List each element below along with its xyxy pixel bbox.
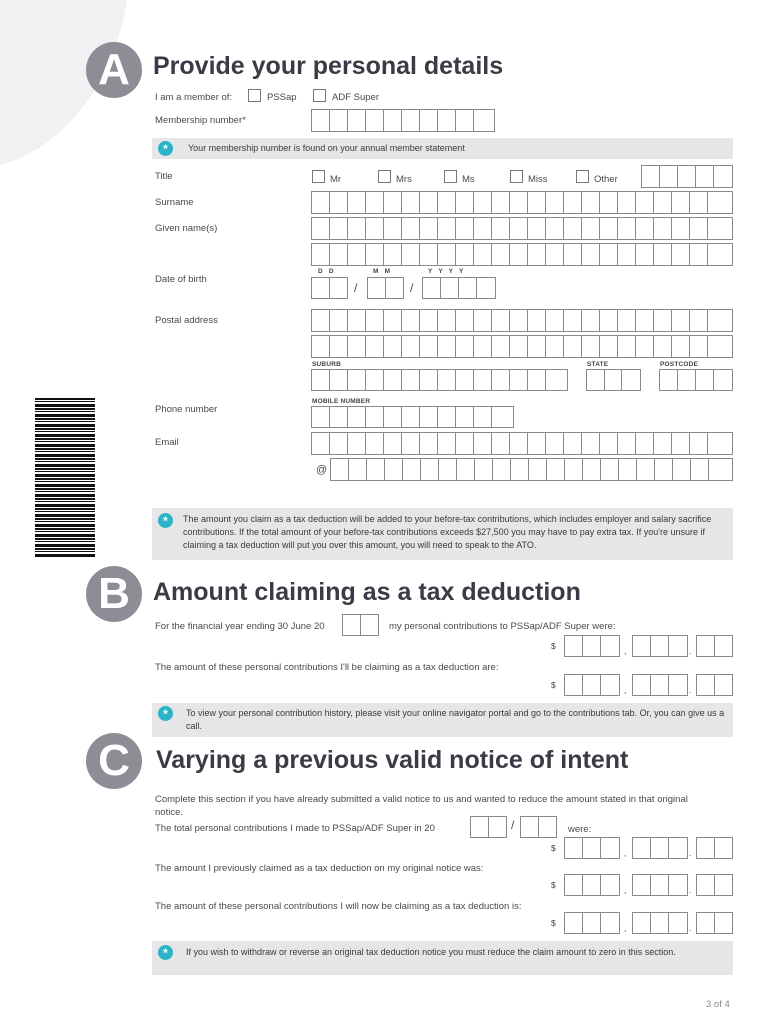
tax-deduction-note bbox=[152, 508, 733, 560]
title-mr-checkbox[interactable] bbox=[312, 170, 325, 183]
decimal-separator: . bbox=[689, 885, 692, 895]
state-label: STATE bbox=[587, 361, 609, 368]
fy-year-field[interactable] bbox=[342, 614, 379, 636]
dob-day-hint: D D bbox=[318, 268, 334, 275]
c-year-from-field[interactable] bbox=[470, 816, 507, 838]
postcode-label: POSTCODE bbox=[660, 361, 699, 368]
b-claim-units-field[interactable] bbox=[632, 674, 688, 696]
dollar-sign: $ bbox=[551, 680, 556, 690]
postal-address-field-1[interactable] bbox=[311, 309, 733, 332]
dob-day-field[interactable] bbox=[311, 277, 348, 299]
contribution-history-note-text: To view your personal contribution history, please visit your online navigator portal and go to the contributions tab. Or, you can give us a call. bbox=[186, 708, 725, 731]
postcode-field[interactable] bbox=[659, 369, 733, 391]
dollar-sign: $ bbox=[551, 880, 556, 890]
given-names-label: Given name(s) bbox=[155, 223, 218, 234]
given-names-field-2[interactable] bbox=[311, 243, 733, 266]
dollar-sign: $ bbox=[551, 843, 556, 853]
phone-number-label: Phone number bbox=[155, 404, 218, 415]
given-names-field-1[interactable] bbox=[311, 217, 733, 240]
dollar-sign: $ bbox=[551, 641, 556, 651]
were-label: were: bbox=[568, 824, 592, 835]
b-contrib-units-field[interactable] bbox=[632, 635, 688, 657]
title-other-checkbox[interactable] bbox=[576, 170, 589, 183]
b-claim-cents-field[interactable] bbox=[696, 674, 733, 696]
suburb-label: SUBURB bbox=[312, 361, 342, 368]
comma-separator: , bbox=[624, 885, 627, 895]
barcode bbox=[35, 398, 95, 558]
b-contrib-cents-field[interactable] bbox=[696, 635, 733, 657]
suburb-field[interactable] bbox=[311, 369, 568, 391]
title-miss-label: Miss bbox=[528, 174, 548, 185]
title-miss-checkbox[interactable] bbox=[510, 170, 523, 183]
email-label: Email bbox=[155, 437, 179, 448]
pssap-label: PSSap bbox=[267, 92, 297, 103]
new-claim-label: The amount of these personal contributions I will now be claiming as a tax deduction is: bbox=[155, 901, 522, 912]
asterisk-icon: * bbox=[158, 706, 173, 721]
membership-note bbox=[152, 138, 733, 159]
dollar-sign: $ bbox=[551, 918, 556, 928]
title-other-field[interactable] bbox=[641, 165, 733, 188]
email-at-symbol: @ bbox=[316, 464, 328, 476]
b-claim-thousands-field[interactable] bbox=[564, 674, 620, 696]
phone-number-field[interactable] bbox=[311, 406, 514, 428]
section-a-title: Provide your personal details bbox=[153, 52, 504, 80]
dob-label: Date of birth bbox=[155, 274, 207, 285]
surname-field[interactable] bbox=[311, 191, 733, 214]
dob-month-field[interactable] bbox=[367, 277, 404, 299]
withdraw-notice-note bbox=[152, 941, 733, 975]
page-number: 3 of 4 bbox=[706, 999, 730, 1010]
c-total-cents-field[interactable] bbox=[696, 837, 733, 859]
section-b-badge: B bbox=[86, 566, 142, 622]
surname-label: Surname bbox=[155, 197, 194, 208]
membership-number-label: Membership number* bbox=[155, 115, 246, 126]
pssap-checkbox[interactable] bbox=[248, 89, 261, 102]
decimal-separator: . bbox=[689, 646, 692, 656]
adf-super-checkbox[interactable] bbox=[313, 89, 326, 102]
dob-slash-2: / bbox=[410, 281, 414, 295]
title-mrs-label: Mrs bbox=[396, 174, 412, 185]
section-b-title: Amount claiming as a tax deduction bbox=[153, 578, 581, 606]
c-new-units-field[interactable] bbox=[632, 912, 688, 934]
c-prev-units-field[interactable] bbox=[632, 874, 688, 896]
c-prev-thousands-field[interactable] bbox=[564, 874, 620, 896]
c-total-thousands-field[interactable] bbox=[564, 837, 620, 859]
claim-amount-label: The amount of these personal contributions I'll be claiming as a tax deduction are: bbox=[155, 662, 499, 673]
dob-slash-1: / bbox=[354, 281, 358, 295]
membership-note-text: Your membership number is found on your annual member statement bbox=[188, 143, 465, 153]
asterisk-icon: * bbox=[158, 141, 173, 156]
comma-separator: , bbox=[624, 848, 627, 858]
title-mr-label: Mr bbox=[330, 174, 342, 185]
tax-deduction-note-text: The amount you claim as a tax deduction will be added to your before-tax contributions, which includes employer and salary sacrifice contributions. If the total amount of your before-tax contributions exceeds $27,500 you may have to pay extra tax. If you're unsure if claiming a tax deduction will put you over this amount, you will need to speak to the ATO. bbox=[183, 514, 712, 550]
c-total-units-field[interactable] bbox=[632, 837, 688, 859]
section-c-title: Varying a previous valid notice of intent bbox=[156, 746, 629, 774]
postal-address-field-2[interactable] bbox=[311, 335, 733, 358]
previous-claim-label: The amount I previously claimed as a tax deduction on my original notice was: bbox=[155, 863, 484, 874]
b-contrib-thousands-field[interactable] bbox=[564, 635, 620, 657]
title-other-label: Other bbox=[594, 174, 618, 185]
total-contributions-label: The total personal contributions I made to PSSap/ADF Super in 20 bbox=[155, 823, 435, 834]
comma-separator: , bbox=[624, 923, 627, 933]
dob-month-hint: M M bbox=[373, 268, 391, 275]
title-label: Title bbox=[155, 171, 173, 182]
state-field[interactable] bbox=[586, 369, 641, 391]
title-ms-checkbox[interactable] bbox=[444, 170, 457, 183]
c-prev-cents-field[interactable] bbox=[696, 874, 733, 896]
decimal-separator: . bbox=[689, 923, 692, 933]
asterisk-icon: * bbox=[158, 513, 173, 528]
adf-super-label: ADF Super bbox=[332, 92, 379, 103]
c-new-cents-field[interactable] bbox=[696, 912, 733, 934]
contribution-history-note bbox=[152, 703, 733, 737]
dob-year-hint: Y Y Y Y bbox=[428, 268, 464, 275]
membership-number-field[interactable] bbox=[311, 109, 495, 132]
contributions-were-label: my personal contributions to PSSap/ADF Super were: bbox=[389, 621, 616, 632]
title-mrs-checkbox[interactable] bbox=[378, 170, 391, 183]
title-ms-label: Ms bbox=[462, 174, 475, 185]
c-year-to-field[interactable] bbox=[520, 816, 557, 838]
decimal-separator: . bbox=[689, 685, 692, 695]
c-new-thousands-field[interactable] bbox=[564, 912, 620, 934]
comma-separator: , bbox=[624, 646, 627, 656]
asterisk-icon: * bbox=[158, 945, 173, 960]
section-c-intro: Complete this section if you have already submitted a valid notice to us and wanted to reduce the amount stated in that original notice. bbox=[155, 794, 688, 818]
postal-address-label: Postal address bbox=[155, 315, 218, 326]
fy-label: For the financial year ending 30 June 20 bbox=[155, 621, 325, 632]
email-field-2[interactable] bbox=[330, 458, 733, 481]
comma-separator: , bbox=[624, 685, 627, 695]
dob-year-field[interactable] bbox=[422, 277, 496, 299]
email-field-1[interactable] bbox=[311, 432, 733, 455]
year-slash: / bbox=[511, 818, 515, 832]
withdraw-notice-note-text: If you wish to withdraw or reverse an original tax deduction notice you must reduce the claim amount to zero in this section. bbox=[186, 947, 676, 957]
decimal-separator: . bbox=[689, 848, 692, 858]
section-c-badge: C bbox=[86, 733, 142, 789]
mobile-number-label: MOBILE NUMBER bbox=[312, 398, 371, 405]
section-a-badge: A bbox=[86, 42, 142, 98]
member-of-label: I am a member of: bbox=[155, 92, 233, 103]
